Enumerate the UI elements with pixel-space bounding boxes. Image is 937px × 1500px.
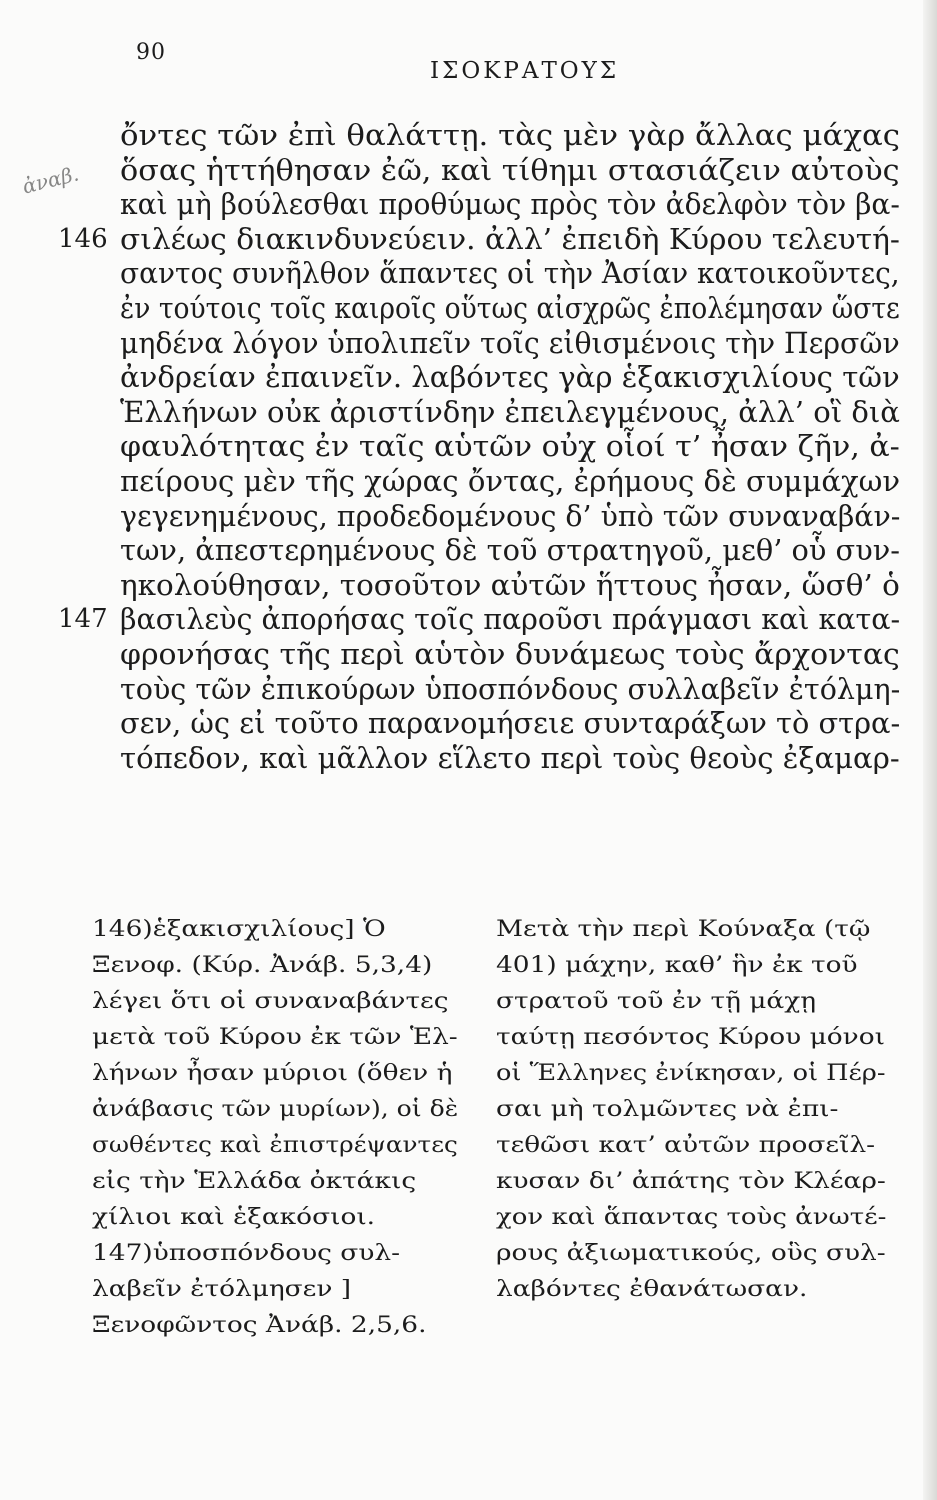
text-line: [120, 153, 910, 188]
line-text: πείρους μὲν τῆς χώρας ὄντας, ἐρήμους δὲ συμμάχων: [120, 463, 901, 498]
footnote-line: λαβεῖν ἐτόλμησεν ]: [92, 1277, 352, 1302]
line-text: ἐν τούτοις τοῖς καιροῖς οὕτως αἰσχρῶς ἐπολέμησαν ὥστε: [120, 290, 900, 325]
footnote-line: λέγει ὅτι οἱ συναναβάντες: [92, 989, 449, 1014]
line-text: φρονήσας τῆς περὶ αὑτὸν δυνάμεως τοὺς ἄρχοντας: [120, 636, 900, 671]
main-text-block: [58, 118, 910, 775]
footnote-line: οἱ Ἕλληνες ἐνίκησαν, οἱ Πέρ-: [496, 1061, 886, 1086]
handwritten-margin-note: ἀναβ.: [19, 161, 82, 199]
line-text: σαντος συνῆλθον ἅπαντες οἱ τὴν Ἀσίαν κατοικοῦντες,: [120, 256, 900, 291]
line-text: σιλέως διακινδυνεύειν. ἀλλ’ ἐπειδὴ Κύρου τελευτή-: [120, 221, 900, 256]
footnotes-right-column: [496, 912, 896, 1308]
footnote-line: Ξενοφ. (Κύρ. Ἀνάβ. 5,3,4): [92, 953, 433, 978]
footnote-line: Ξενοφῶντος Ἀνάβ. 2,5,6.: [92, 1313, 427, 1338]
footnote-line: χον καὶ ἅπαντας τοὺς ἀνωτέ-: [496, 1205, 887, 1230]
footnote-line: ρους ἀξιωματικούς, οὓς συλ-: [496, 1241, 886, 1266]
section-number: 146: [58, 223, 108, 254]
text-line: [120, 499, 910, 534]
footnote-line: 146)ἑξακισχιλίους] Ὁ: [92, 917, 386, 942]
footnote-line: 147)ὑποσπόνδους συλ-: [92, 1241, 401, 1266]
footnote-line: λαβόντες ἐθανάτωσαν.: [496, 1277, 808, 1302]
line-text: ηκολούθησαν, τοσοῦτον αὐτῶν ἥττους ἦσαν, ὥσθ’ ὁ: [120, 567, 900, 602]
page-edge-shadow: [923, 0, 937, 1500]
footnote-line: σαι μὴ τολμῶντες νὰ ἐπι-: [496, 1097, 839, 1122]
line-text: ὄντες τῶν ἐπὶ θαλάττῃ. τὰς μὲν γὰρ ἄλλας μάχας: [120, 118, 900, 152]
footnote-line: ἀνάβασις τῶν μυρίων), οἱ δὲ: [92, 1097, 459, 1122]
footnote-line: μετὰ τοῦ Κύρου ἐκ τῶν Ἑλ-: [92, 1025, 458, 1050]
footnote-line: Μετὰ τὴν περὶ Κούναξα (τῷ: [496, 917, 871, 942]
footnotes-left-column: [92, 912, 464, 1344]
text-line: [120, 706, 910, 741]
text-line: [58, 221, 910, 257]
footnote-line: λήνων ἦσαν μύριοι (ὅθεν ἡ: [92, 1061, 453, 1086]
footnote-line: 401) μάχην, καθ’ ἣν ἐκ τοῦ: [496, 953, 858, 978]
text-line: [120, 429, 910, 464]
text-line: [120, 464, 910, 499]
footnote-line: εἰς τὴν Ἑλλάδα ὀκτάκις: [92, 1169, 417, 1194]
line-text: ἀνδρείαν ἐπαινεῖν. λαβόντες γὰρ ἑξακισχιλίους τῶν: [120, 360, 900, 395]
text-line: [120, 187, 910, 222]
line-text: τόπεδον, καὶ μᾶλλον εἵλετο περὶ τοὺς θεοὺς ἐξαμαρ-: [120, 740, 900, 775]
line-text: Ἑλλήνων οὐκ ἀριστίνδην ἐπειλεγμένους, ἀλλ’ οἳ διὰ: [120, 394, 900, 429]
text-line: [120, 637, 910, 672]
text-line: [120, 568, 910, 603]
line-text: ὅσας ἡττήθησαν ἐῶ, καὶ τίθημι στασιάζειν αὐτοὺς: [120, 152, 900, 187]
footnote-line: κυσαν δι’ ἀπάτης τὸν Κλέαρ-: [496, 1169, 886, 1194]
footnote-line: τεθῶσι κατ’ αὐτῶν προσεῖλ-: [496, 1133, 876, 1158]
line-text: φαυλότητας ἐν ταῖς αὑτῶν οὐχ οἷοί τ’ ἦσαν ζῆν, ἀ-: [120, 429, 900, 464]
text-line: [120, 741, 910, 776]
footnote-line: χίλιοι καὶ ἑξακόσιοι.: [92, 1205, 376, 1230]
line-text: τοὺς τῶν ἐπικούρων ὑποσπόνδους συλλαβεῖν ἐτόλμη-: [120, 671, 901, 706]
page-number: 90: [136, 40, 166, 65]
text-line: [120, 256, 910, 291]
text-line: [120, 326, 910, 361]
line-text: γεγενημένους, προδεδομένους δ’ ὑπὸ τῶν συναναβάν-: [120, 498, 901, 533]
line-text: βασιλεὺς ἀπορήσας τοῖς παροῦσι πράγμασι καὶ κατα-: [120, 602, 901, 637]
text-line: [58, 602, 910, 637]
footnote-line: σωθέντες καὶ ἐπιστρέψαντες: [92, 1133, 458, 1158]
running-head: ΙΣΟΚΡΑΤΟΥΣ: [430, 58, 620, 84]
line-text: μηδένα λόγον ὑπολιπεῖν τοῖς εἰθισμένοις τὴν Περσῶν: [120, 325, 900, 360]
line-text: καὶ μὴ βούλεσθαι προθύμως πρὸς τὸν ἀδελφὸν τὸν βα-: [120, 187, 900, 222]
text-line: [120, 672, 910, 707]
text-line: [120, 360, 910, 395]
line-text: σεν, ὡς εἰ τοῦτο παρανομήσειε συνταράξων τὸ στρα-: [120, 706, 901, 741]
text-line: [120, 533, 910, 568]
footnote-line: ταύτῃ πεσόντος Κύρου μόνοι: [496, 1025, 885, 1050]
text-line: [120, 395, 910, 430]
text-line: [120, 291, 910, 326]
line-text: των, ἀπεστερημένους δὲ τοῦ στρατηγοῦ, μεθ’ οὗ συν-: [120, 533, 901, 568]
footnote-line: στρατοῦ τοῦ ἐν τῇ μάχῃ: [496, 989, 817, 1014]
text-line: [120, 118, 910, 153]
section-number: 147: [58, 604, 108, 635]
